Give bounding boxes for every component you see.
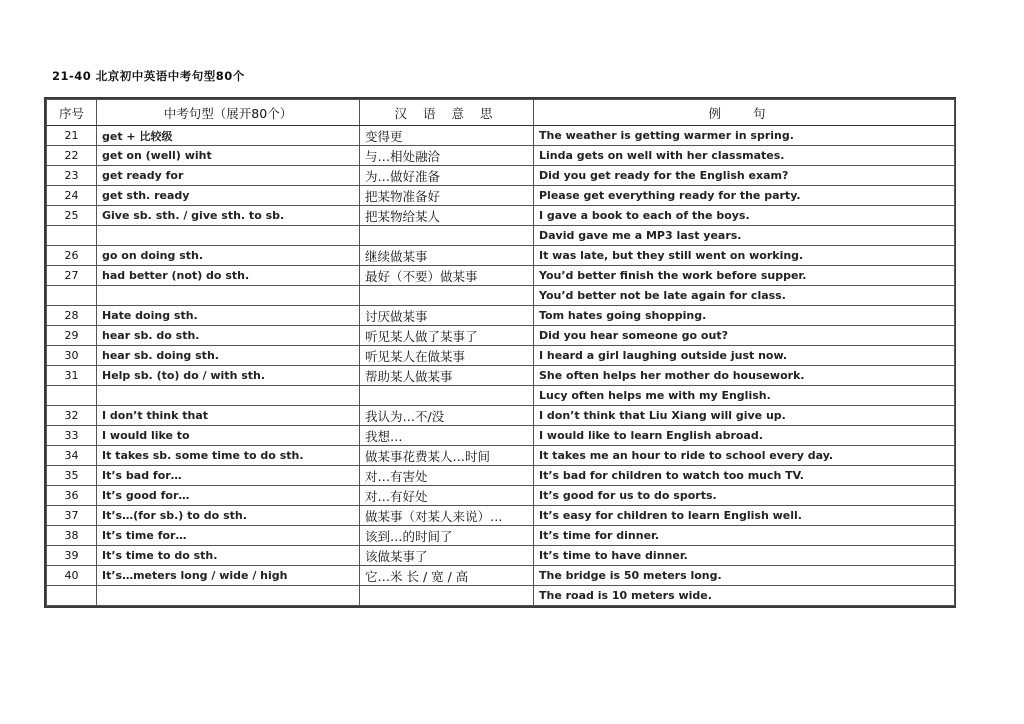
row-pattern: It’s…meters long / wide / high bbox=[97, 566, 360, 586]
table-row bbox=[47, 146, 955, 166]
table-row bbox=[47, 226, 955, 246]
row-number: 24 bbox=[47, 186, 97, 206]
row-chinese-meaning bbox=[360, 226, 534, 246]
table-row bbox=[47, 426, 955, 446]
table-row bbox=[47, 186, 955, 206]
row-pattern: get on (well) wiht bbox=[97, 146, 360, 166]
row-pattern: get + 比较级 bbox=[97, 126, 360, 146]
table-row bbox=[47, 406, 955, 426]
table-row bbox=[47, 526, 955, 546]
table-header-row bbox=[47, 100, 955, 126]
row-number: 21 bbox=[47, 126, 97, 146]
row-chinese-meaning: 该做某事了 bbox=[360, 546, 534, 566]
row-example: I would like to learn English abroad. bbox=[534, 426, 955, 446]
table-row bbox=[47, 246, 955, 266]
table-row bbox=[47, 466, 955, 486]
header-chinese-meaning: 汉 语 意 思 bbox=[360, 100, 534, 126]
row-chinese-meaning: 它…米 长 / 宽 / 高 bbox=[360, 566, 534, 586]
row-pattern: get sth. ready bbox=[97, 186, 360, 206]
row-chinese-meaning: 听见某人做了某事了 bbox=[360, 326, 534, 346]
row-number bbox=[47, 226, 97, 246]
row-chinese-meaning: 最好（不要）做某事 bbox=[360, 266, 534, 286]
row-example: Did you hear someone go out? bbox=[534, 326, 955, 346]
row-chinese-meaning: 做某事（对某人来说）… bbox=[360, 506, 534, 526]
table-row bbox=[47, 366, 955, 386]
row-pattern: It’s…(for sb.) to do sth. bbox=[97, 506, 360, 526]
header-number: 序号 bbox=[47, 100, 97, 126]
row-number: 34 bbox=[47, 446, 97, 466]
row-example: Did you get ready for the English exam? bbox=[534, 166, 955, 186]
table-row bbox=[47, 306, 955, 326]
row-number: 39 bbox=[47, 546, 97, 566]
sentence-pattern-table bbox=[44, 97, 956, 608]
row-number bbox=[47, 586, 97, 606]
row-number: 25 bbox=[47, 206, 97, 226]
row-pattern: It’s time to do sth. bbox=[97, 546, 360, 566]
row-chinese-meaning: 为…做好准备 bbox=[360, 166, 534, 186]
row-example: It’s good for us to do sports. bbox=[534, 486, 955, 506]
table-row bbox=[47, 586, 955, 606]
table-row bbox=[47, 546, 955, 566]
row-example: You’d better finish the work before supper. bbox=[534, 266, 955, 286]
row-example: I heard a girl laughing outside just now. bbox=[534, 346, 955, 366]
table-row bbox=[47, 486, 955, 506]
row-example: It’s bad for children to watch too much TV. bbox=[534, 466, 955, 486]
row-number: 27 bbox=[47, 266, 97, 286]
row-example: Tom hates going shopping. bbox=[534, 306, 955, 326]
table-row bbox=[47, 386, 955, 406]
row-chinese-meaning: 对…有害处 bbox=[360, 466, 534, 486]
row-pattern: Give sb. sth. / give sth. to sb. bbox=[97, 206, 360, 226]
row-pattern: It’s time for… bbox=[97, 526, 360, 546]
row-number: 31 bbox=[47, 366, 97, 386]
row-chinese-meaning: 帮助某人做某事 bbox=[360, 366, 534, 386]
row-chinese-meaning: 把某物给某人 bbox=[360, 206, 534, 226]
row-chinese-meaning: 听见某人在做某事 bbox=[360, 346, 534, 366]
row-chinese-meaning: 对…有好处 bbox=[360, 486, 534, 506]
row-chinese-meaning: 变得更 bbox=[360, 126, 534, 146]
row-example: It’s time to have dinner. bbox=[534, 546, 955, 566]
row-pattern: It’s good for… bbox=[97, 486, 360, 506]
row-number: 35 bbox=[47, 466, 97, 486]
row-chinese-meaning: 把某物准备好 bbox=[360, 186, 534, 206]
row-number: 33 bbox=[47, 426, 97, 446]
table-row bbox=[47, 206, 955, 226]
row-chinese-meaning bbox=[360, 586, 534, 606]
row-chinese-meaning: 我想… bbox=[360, 426, 534, 446]
row-pattern bbox=[97, 286, 360, 306]
row-example: David gave me a MP3 last years. bbox=[534, 226, 955, 246]
row-example: Lucy often helps me with my English. bbox=[534, 386, 955, 406]
row-example: She often helps her mother do housework. bbox=[534, 366, 955, 386]
row-pattern: go on doing sth. bbox=[97, 246, 360, 266]
row-chinese-meaning: 继续做某事 bbox=[360, 246, 534, 266]
table-row bbox=[47, 566, 955, 586]
row-pattern: get ready for bbox=[97, 166, 360, 186]
row-number: 32 bbox=[47, 406, 97, 426]
row-pattern bbox=[97, 586, 360, 606]
row-number: 26 bbox=[47, 246, 97, 266]
row-chinese-meaning: 我认为…不/没 bbox=[360, 406, 534, 426]
row-number bbox=[47, 386, 97, 406]
table-row bbox=[47, 446, 955, 466]
table-row bbox=[47, 286, 955, 306]
row-example: It takes me an hour to ride to school every day. bbox=[534, 446, 955, 466]
row-example: It was late, but they still went on working. bbox=[534, 246, 955, 266]
table-row bbox=[47, 166, 955, 186]
row-number: 23 bbox=[47, 166, 97, 186]
header-pattern: 中考句型（展开80个） bbox=[97, 100, 360, 126]
row-example: The bridge is 50 meters long. bbox=[534, 566, 955, 586]
row-pattern: Hate doing sth. bbox=[97, 306, 360, 326]
document-title: 21-40 北京初中英语中考句型80个 bbox=[52, 69, 245, 83]
row-number: 28 bbox=[47, 306, 97, 326]
row-example: The weather is getting warmer in spring. bbox=[534, 126, 955, 146]
row-number bbox=[47, 286, 97, 306]
row-chinese-meaning: 与…相处融洽 bbox=[360, 146, 534, 166]
row-chinese-meaning: 讨厌做某事 bbox=[360, 306, 534, 326]
row-example: Linda gets on well with her classmates. bbox=[534, 146, 955, 166]
row-number: 37 bbox=[47, 506, 97, 526]
row-example: I gave a book to each of the boys. bbox=[534, 206, 955, 226]
row-example: It’s time for dinner. bbox=[534, 526, 955, 546]
row-number: 40 bbox=[47, 566, 97, 586]
row-number: 36 bbox=[47, 486, 97, 506]
row-pattern: hear sb. do sth. bbox=[97, 326, 360, 346]
header-example: 例 句 bbox=[534, 100, 955, 126]
table-row bbox=[47, 126, 955, 146]
row-pattern: It takes sb. some time to do sth. bbox=[97, 446, 360, 466]
row-number: 29 bbox=[47, 326, 97, 346]
row-pattern bbox=[97, 226, 360, 246]
row-pattern: had better (not) do sth. bbox=[97, 266, 360, 286]
row-example: Please get everything ready for the party. bbox=[534, 186, 955, 206]
row-number: 30 bbox=[47, 346, 97, 366]
table-row bbox=[47, 346, 955, 366]
row-example: It’s easy for children to learn English well. bbox=[534, 506, 955, 526]
row-pattern: Help sb. (to) do / with sth. bbox=[97, 366, 360, 386]
row-pattern bbox=[97, 386, 360, 406]
row-example: I don’t think that Liu Xiang will give up. bbox=[534, 406, 955, 426]
row-example: The road is 10 meters wide. bbox=[534, 586, 955, 606]
row-pattern: I would like to bbox=[97, 426, 360, 446]
row-pattern: hear sb. doing sth. bbox=[97, 346, 360, 366]
table-row bbox=[47, 326, 955, 346]
table-row bbox=[47, 506, 955, 526]
row-number: 22 bbox=[47, 146, 97, 166]
row-example: You’d better not be late again for class. bbox=[534, 286, 955, 306]
row-number: 38 bbox=[47, 526, 97, 546]
table-row bbox=[47, 266, 955, 286]
row-pattern: I don’t think that bbox=[97, 406, 360, 426]
row-chinese-meaning bbox=[360, 286, 534, 306]
row-pattern: It’s bad for… bbox=[97, 466, 360, 486]
row-chinese-meaning bbox=[360, 386, 534, 406]
row-chinese-meaning: 做某事花费某人…时间 bbox=[360, 446, 534, 466]
row-chinese-meaning: 该到…的时间了 bbox=[360, 526, 534, 546]
